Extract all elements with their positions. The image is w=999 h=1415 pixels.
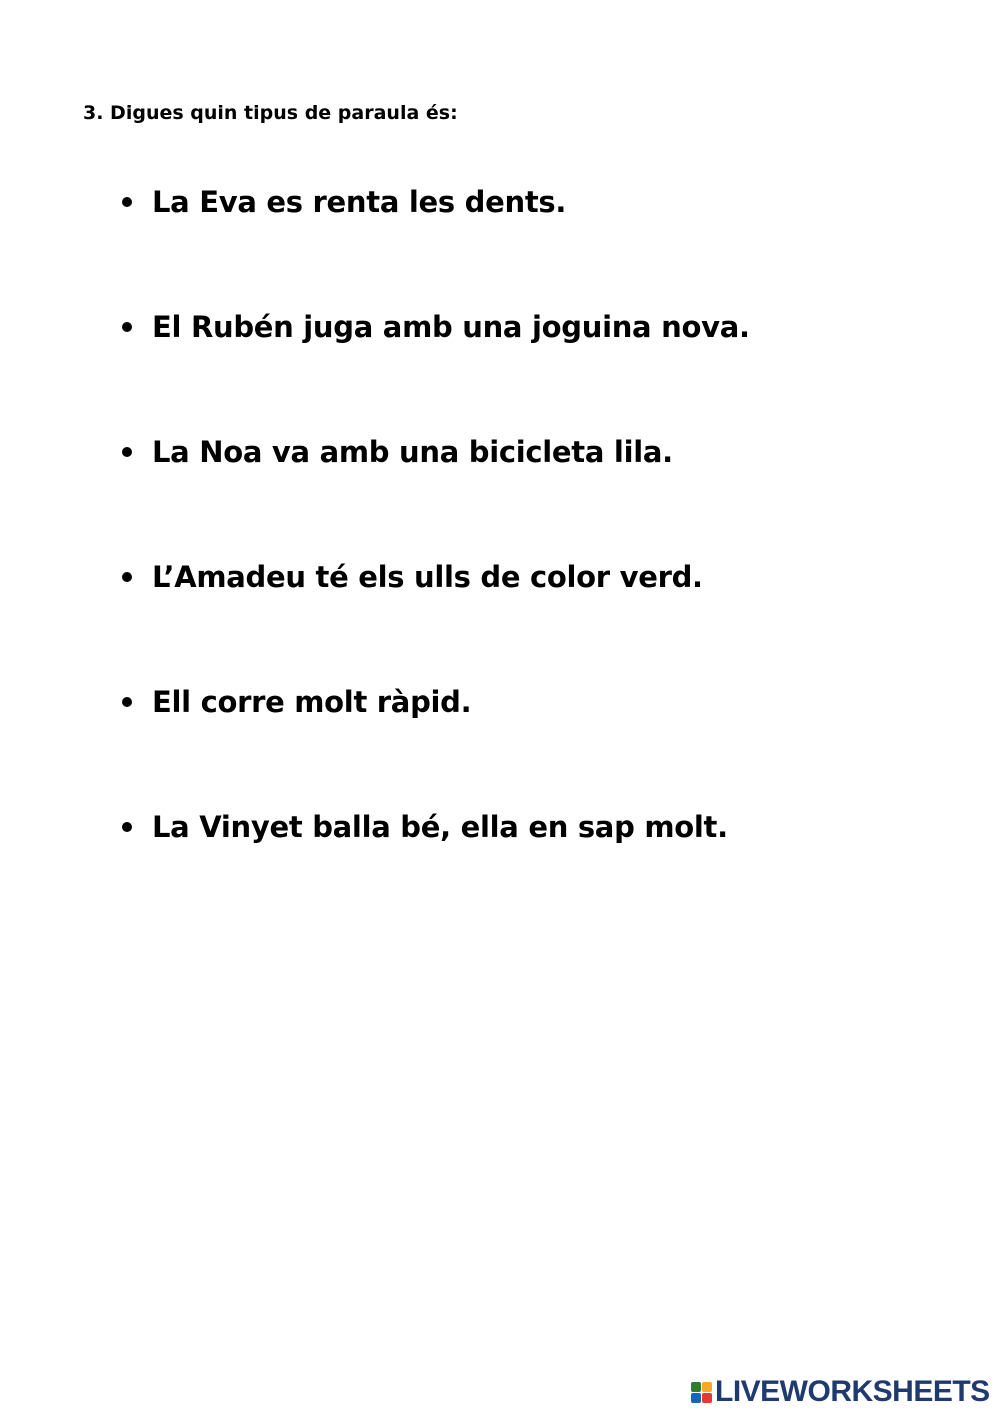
bullet-icon — [122, 697, 132, 707]
instruction-heading: 3. Digues quin tipus de paraula és: — [83, 102, 458, 124]
sentence-text: Ell corre molt ràpid. — [152, 685, 472, 719]
list-item — [122, 682, 471, 722]
logo-square — [702, 1393, 712, 1403]
sentence-text: La Noa va amb una bicicleta lila. — [152, 435, 673, 469]
list-item — [122, 432, 673, 472]
logo-square — [702, 1382, 712, 1392]
liveworksheets-logo[interactable] — [691, 1376, 990, 1408]
sentence-text: La Eva es renta les dents. — [152, 185, 567, 219]
sentence-text: La Vinyet balla bé, ella en sap molt. — [152, 810, 728, 844]
list-item — [122, 182, 566, 222]
logo-square — [691, 1382, 701, 1392]
bullet-icon — [122, 572, 132, 582]
sentence-text: El Rubén juga amb una joguina nova. — [152, 310, 750, 344]
list-item — [122, 807, 728, 847]
list-item — [122, 307, 750, 347]
logo-square — [691, 1393, 701, 1403]
liveworksheets-logo-icon — [691, 1382, 712, 1403]
list-item — [122, 557, 703, 597]
bullet-icon — [122, 322, 132, 332]
sentence-text: L’Amadeu té els ulls de color verd. — [152, 560, 703, 594]
bullet-icon — [122, 822, 132, 832]
bullet-icon — [122, 197, 132, 207]
bullet-icon — [122, 447, 132, 457]
brand-name: LIVEWORKSHEETS — [715, 1375, 990, 1408]
